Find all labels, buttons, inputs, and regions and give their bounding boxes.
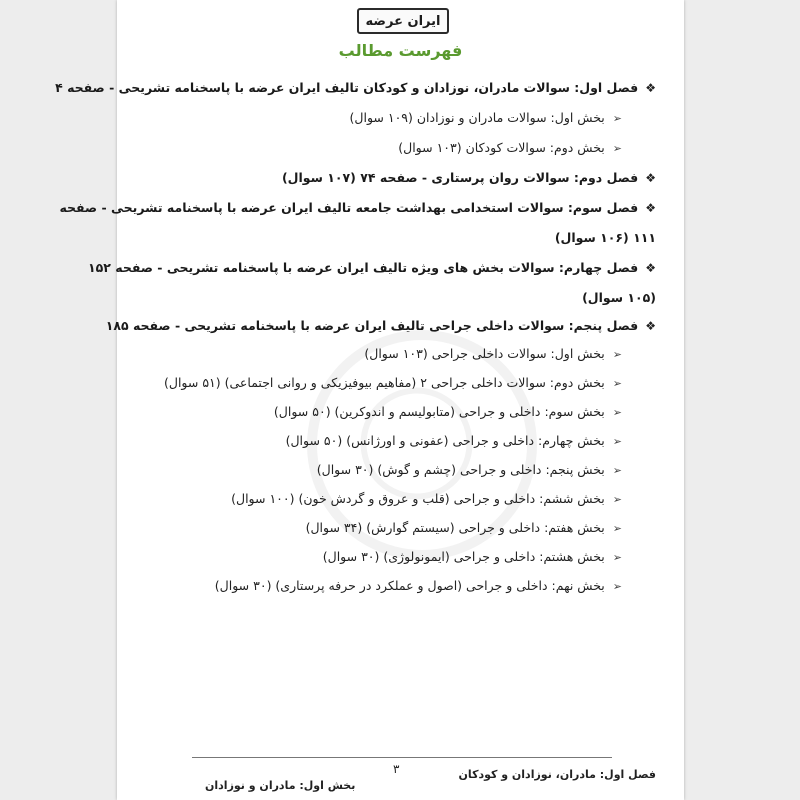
diamond-bullet-icon: ❖ [645,81,656,95]
toc-section-5-2: ➢بخش دوم: سوالات داخلی جراحی ۲ (مفاهیم بیوفیزیکی و روانی اجتماعی) (۵۱ سوال) [164,375,622,390]
toc-section-5-9: ➢بخش نهم: داخلی و جراحی (اصول و عملکرد در حرفه پرستاری) (۳۰ سوال) [214,578,622,593]
diamond-bullet-icon: ❖ [645,201,656,215]
footer-divider [192,757,612,758]
toc-section-5-1: ➢بخش اول: سوالات داخلی جراحی (۱۰۳ سوال) [364,346,622,361]
toc-chapter-2: ❖فصل دوم: سوالات روان پرستاری - صفحه ۷۴ (۱۰۷ سوال) [281,170,656,185]
toc-chapter-3: ❖فصل سوم: سوالات استخدامی بهداشت جامعه تالیف ایران عرضه با پاسخنامه تشریحی - صفحه [59,200,656,215]
arrow-bullet-icon: ➢ [612,406,622,419]
arrow-bullet-icon: ➢ [612,493,622,506]
toc-chapter-4: ❖فصل چهارم: سوالات بخش های ویژه تالیف ایران عرضه با پاسخنامه تشریحی - صفحه ۱۵۲ [88,260,656,275]
toc-section-5-8: ➢بخش هشتم: داخلی و جراحی (ایمونولوژی) (۳۰ سوال) [322,549,622,564]
page-title: فهرست مطالب [338,41,463,60]
arrow-bullet-icon: ➢ [612,522,622,535]
toc-section-5-3: ➢بخش سوم: داخلی و جراحی (متابولیسم و اندوکرین) (۵۰ سوال) [273,404,622,419]
arrow-bullet-icon: ➢ [612,112,622,125]
toc-section-5-6: ➢بخش ششم: داخلی و جراحی (قلب و عروق و گردش خون) (۱۰۰ سوال) [231,491,622,506]
toc-section-1-2: ➢بخش دوم: سوالات کودکان (۱۰۳ سوال) [398,140,622,155]
table-of-contents [55,0,684,800]
arrow-bullet-icon: ➢ [612,464,622,477]
footer-section-title: بخش اول: مادران و نوزادان [205,779,356,792]
toc-section-5-7: ➢بخش هفتم: داخلی و جراحی (سیستم گوارش) (۳۴ سوال) [305,520,622,535]
toc-section-5-4: ➢بخش چهارم: داخلی و جراحی (عفونی و اورژانس) (۵۰ سوال) [285,433,622,448]
toc-section-5-5: ➢بخش پنجم: داخلی و جراحی (چشم و گوش) (۳۰ سوال) [316,462,622,477]
diamond-bullet-icon: ❖ [645,171,656,185]
document-page [55,0,684,800]
page-number: ۳ [393,762,400,776]
arrow-bullet-icon: ➢ [612,348,622,361]
arrow-bullet-icon: ➢ [612,142,622,155]
toc-chapter-4-cont: (۱۰۵ سوال) [582,290,656,305]
footer-chapter-title: فصل اول: مادران، نوزادان و کودکان [458,768,656,781]
toc-chapter-5: ❖فصل پنجم: سوالات داخلی جراحی تالیف ایران عرضه با پاسخنامه تشریحی - صفحه ۱۸۵ [105,318,656,333]
logo-text: ایران عرضه [365,13,441,29]
toc-section-1-1: ➢بخش اول: سوالات مادران و نوزادان (۱۰۹ سوال) [349,110,622,125]
diamond-bullet-icon: ❖ [645,319,656,333]
arrow-bullet-icon: ➢ [612,580,622,593]
diamond-bullet-icon: ❖ [645,261,656,275]
toc-chapter-3-cont: ۱۱۱ (۱۰۶ سوال) [554,230,656,245]
arrow-bullet-icon: ➢ [612,551,622,564]
toc-chapter-1: ❖فصل اول: سوالات مادران، نوزادان و کودکان تالیف ایران عرضه با پاسخنامه تشریحی - صفحه ۴ [55,80,656,95]
arrow-bullet-icon: ➢ [612,377,622,390]
arrow-bullet-icon: ➢ [612,435,622,448]
